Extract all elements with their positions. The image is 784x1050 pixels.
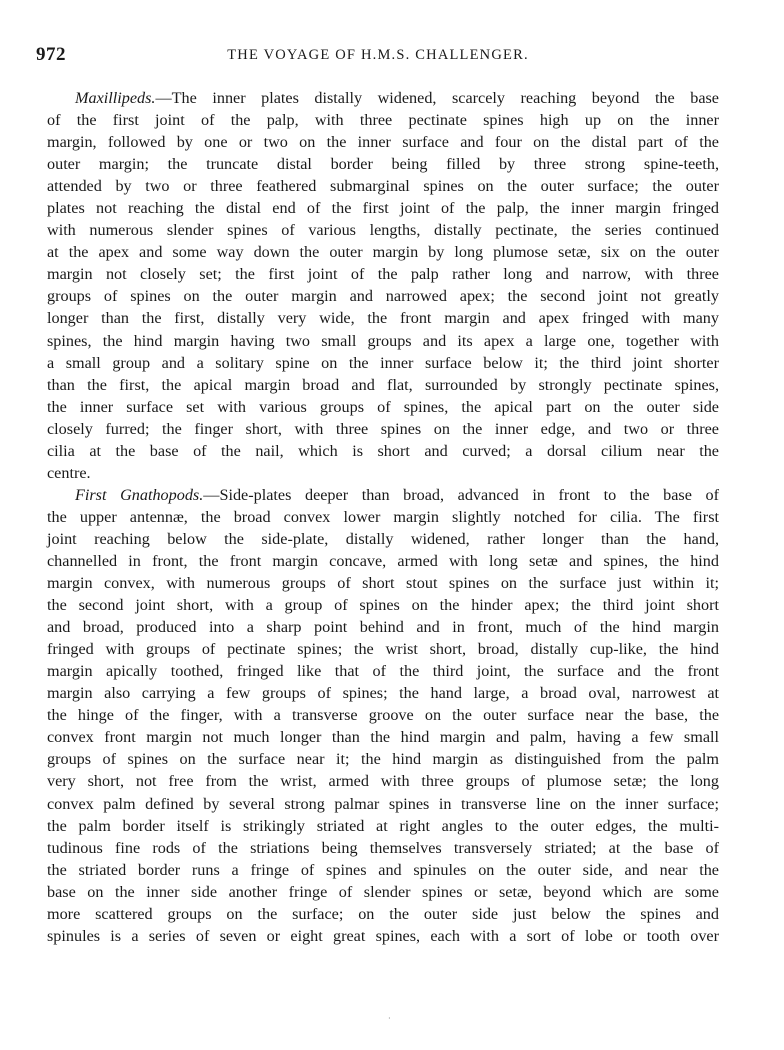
text-line: convex front margin not much longer than the hind margin and palm, having a few small xyxy=(47,728,719,747)
text-line: the hinge of the finger, with a transverse groove on the outer surface near the base, the xyxy=(47,706,719,725)
paragraph-maxillipeds xyxy=(47,87,719,484)
text-line: the upper antennæ, the broad convex lower margin slightly notched for cilia. The first xyxy=(47,507,719,526)
section-heading-first-gnathopods: First Gnathopods. xyxy=(75,485,204,504)
running-title: THE VOYAGE OF H.M.S. CHALLENGER. xyxy=(227,47,529,63)
text-line: the striated border runs a fringe of spines and spinules on the outer side, and near the xyxy=(47,860,719,879)
text-line: margin convex, with numerous groups of short stout spines on the surface just within it; xyxy=(47,574,719,593)
text-line: the palm border itself is strikingly striated at right angles to the outer edges, the multi- xyxy=(47,816,719,835)
section-heading-maxillipeds: Maxillipeds. xyxy=(75,89,156,107)
page-number: 972 xyxy=(36,44,66,65)
text-line: tudinous fine rods of the striations being themselves transversely striated; at the base of xyxy=(47,838,719,857)
text-line-content: —The inner plates distally widened, scarcely reaching beyond the base xyxy=(155,89,719,107)
text-line: than the first, the apical margin broad and flat, surrounded by strongly pectinate spines, xyxy=(47,375,719,394)
text-line: margin, followed by one or two on the inner surface and four on the distal part of the xyxy=(47,133,719,152)
text-line: more scattered groups on the surface; on the outer side just below the spines and xyxy=(47,904,719,923)
text-line: and broad, produced into a sharp point behind and in front, much of the hind margin xyxy=(47,618,719,637)
text-line: spinules is a series of seven or eight great spines, each with a sort of lobe or tooth over xyxy=(47,926,719,945)
text-line: groups of spines on the outer margin and narrowed apex; the second joint not greatly xyxy=(47,287,719,306)
text-line: margin apically toothed, fringed like that of the third joint, the surface and the front xyxy=(47,662,719,681)
text-line: outer margin; the truncate distal border being filled by three strong spine-teeth, xyxy=(47,155,719,174)
printer-dot: · xyxy=(388,1014,391,1023)
text-line: cilia at the base of the nail, which is short and curved; a dorsal cilium near the xyxy=(47,441,719,460)
running-head xyxy=(36,44,720,70)
text-line: very short, not free from the wrist, armed with three groups of plumose setæ; the long xyxy=(47,772,719,791)
text-line: of the first joint of the palp, with three pectinate spines high up on the inner xyxy=(47,111,719,130)
text-line: the second joint short, with a group of spines on the hinder apex; the third joint short xyxy=(47,596,719,615)
text-line: spines, the hind margin having two small groups and its apex a large one, together with xyxy=(47,331,719,350)
text-line: joint reaching below the side-plate, distally widened, rather longer than the hand, xyxy=(47,529,719,548)
text-line: attended by two or three feathered submarginal spines on the outer surface; the outer xyxy=(47,177,719,196)
text-line: centre. xyxy=(47,463,91,482)
text-line: base on the inner side another fringe of slender spines or setæ, beyond which are some xyxy=(47,882,719,901)
text-line: margin not closely set; the first joint of the palp rather long and narrow, with three xyxy=(47,265,719,284)
text-line: longer than the first, distally very wide, the front margin and apex fringed with many xyxy=(47,309,719,328)
text-line xyxy=(47,484,719,506)
body-text xyxy=(47,87,719,947)
paragraph-first-gnathopods xyxy=(47,484,719,947)
text-line: the inner surface set with various groups of spines, the apical part on the outer side xyxy=(47,397,719,416)
text-line: fringed with groups of pectinate spines; the wrist short, broad, distally cup-like, the hind xyxy=(47,640,719,659)
text-line: groups of spines on the surface near it; the hind margin as distinguished from the palm xyxy=(47,750,719,769)
text-line-content: —Side-plates deeper than broad, advanced in front to the base of xyxy=(203,485,719,504)
text-line: convex palm defined by several strong palmar spines in transverse line on the inner surface; xyxy=(47,794,719,813)
text-line: plates not reaching the distal end of the first joint of the palp, the inner margin fringed xyxy=(47,199,719,218)
text-line xyxy=(47,87,719,109)
text-line: closely furred; the finger short, with three spines on the inner edge, and two or three xyxy=(47,419,719,438)
text-line: a small group and a solitary spine on the inner surface below it; the third joint shorter xyxy=(47,353,719,372)
text-line: at the apex and some way down the outer margin by long plumose setæ, six on the outer xyxy=(47,243,719,262)
text-line: with numerous slender spines of various lengths, distally pectinate, the series continued xyxy=(47,221,719,240)
text-line: channelled in front, the front margin concave, armed with long setæ and spines, the hind xyxy=(47,551,719,570)
text-line: margin also carrying a few groups of spines; the hand large, a broad oval, narrowest at xyxy=(47,684,719,703)
